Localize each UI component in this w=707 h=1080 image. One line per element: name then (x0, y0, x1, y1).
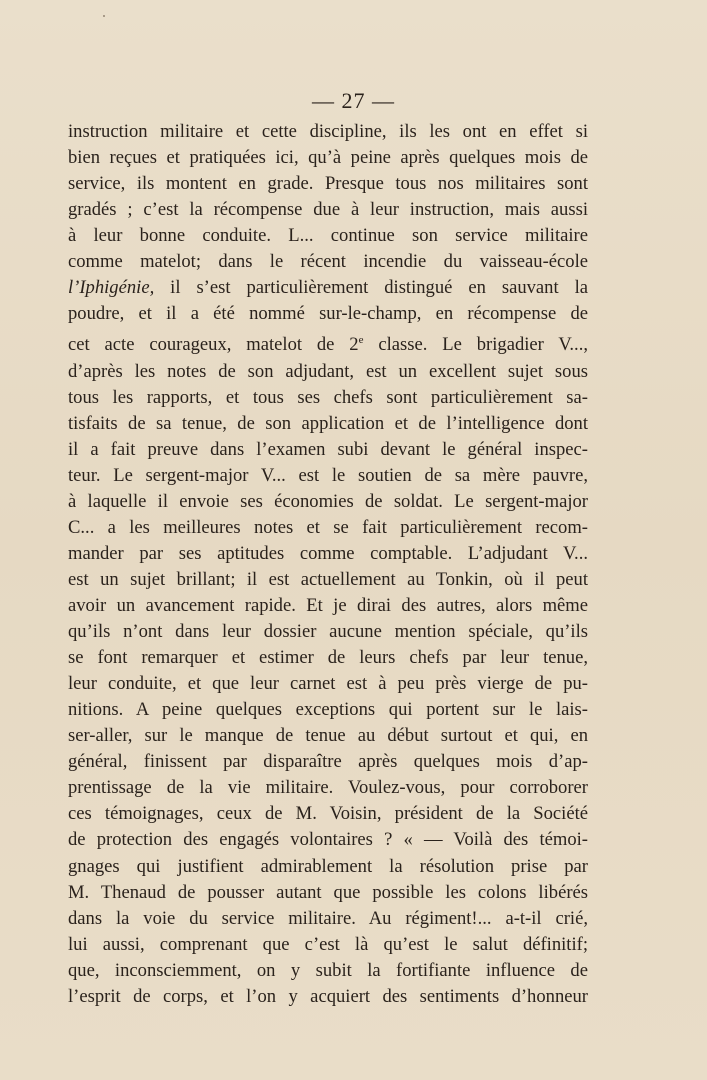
text-line: d’après les notes de son adjudant, est un excellent sujet sous (68, 360, 588, 382)
text-line: gnages qui justifient admirablement la résolution prise par (68, 855, 588, 877)
text-line: leur conduite, et que leur carnet est à peu près vierge de pu- (68, 673, 588, 695)
text-line: teur. Le sergent-major V... est le soutien de sa mère pauvre, (68, 464, 588, 486)
text-line: qu’ils n’ont dans leur dossier aucune mention spéciale, qu’ils (68, 621, 588, 643)
text-line: M. Thenaud de pousser autant que possible les colons libérés (68, 881, 588, 903)
text-line: général, finissent par disparaître après quelques mois d’ap- (68, 751, 588, 773)
text-line: comme matelot; dans le récent incendie du vaisseau-école (68, 251, 588, 273)
text-line: tous les rapports, et tous ses chefs sont particulièrement sa- (68, 386, 588, 408)
text-line: se font remarquer et estimer de leurs chefs par leur tenue, (68, 647, 588, 669)
text-line: mander par ses aptitudes comme comptable. L’adjudant V... (68, 542, 588, 564)
text-line: bien reçues et pratiquées ici, qu’à peine après quelques mois de (68, 147, 588, 169)
text-line: l’esprit de corps, et l’on y acquiert des sentiments d’honneur (68, 985, 588, 1007)
text-line: lui aussi, comprenant que c’est là qu’est le salut définitif; (68, 933, 588, 955)
text-line: cet acte courageux, matelot de 2e classe. Le brigadier V..., (68, 334, 589, 356)
text-line: ces témoignages, ceux de M. Voisin, président de la Société (68, 803, 588, 825)
text-line: ser-aller, sur le manque de tenue au début surtout et qui, en (68, 725, 588, 747)
text-line: que, inconsciemment, on y subit la fortifiante influence de (68, 959, 588, 981)
text-line: instruction militaire et cette discipline, ils les ont en effet si (68, 121, 588, 142)
text-line: est un sujet brillant; il est actuellement au Tonkin, où il peut (68, 568, 588, 590)
text-line: prentissage de la vie militaire. Voulez-vous, pour corroborer (68, 777, 588, 799)
text-line: nitions. A peine quelques exceptions qui portent sur le lais- (68, 699, 588, 721)
ordinal-suffix: e (358, 334, 364, 347)
text-line: à laquelle il envoie ses économies de soldat. Le sergent-major (68, 490, 588, 512)
ship-name: l’Iphigénie, (68, 277, 155, 299)
text-line: C... a les meilleures notes et se fait particulièrement recom- (68, 516, 588, 538)
text-line: avoir un avancement rapide. Et je dirai des autres, alors même (68, 595, 588, 617)
text-line: il a fait preuve dans l’examen subi devant le général inspec- (68, 438, 588, 460)
paper-speck (103, 15, 105, 17)
text-line: tisfaits de sa tenue, de son application et de l’intelligence dont (68, 412, 588, 434)
text-line: gradés ; c’est la récompense due à leur instruction, mais aussi (68, 199, 588, 221)
text-line: de protection des engagés volontaires ? « — Voilà des témoi- (68, 829, 588, 851)
text-line: l’Iphigénie, il s’est particulièrement distingué en sauvant la (68, 277, 588, 299)
body-text (68, 119, 588, 1010)
text-line: service, ils montent en grade. Presque tous nos militaires sont (68, 173, 588, 195)
text-line: dans la voie du service militaire. Au régiment!... a-t-il crié, (68, 907, 588, 929)
text-line: à leur bonne conduite. L... continue son service militaire (68, 225, 588, 247)
text-line: poudre, et il a été nommé sur-le-champ, en récompense de (68, 303, 588, 325)
page-number: — 27 — (312, 88, 395, 113)
